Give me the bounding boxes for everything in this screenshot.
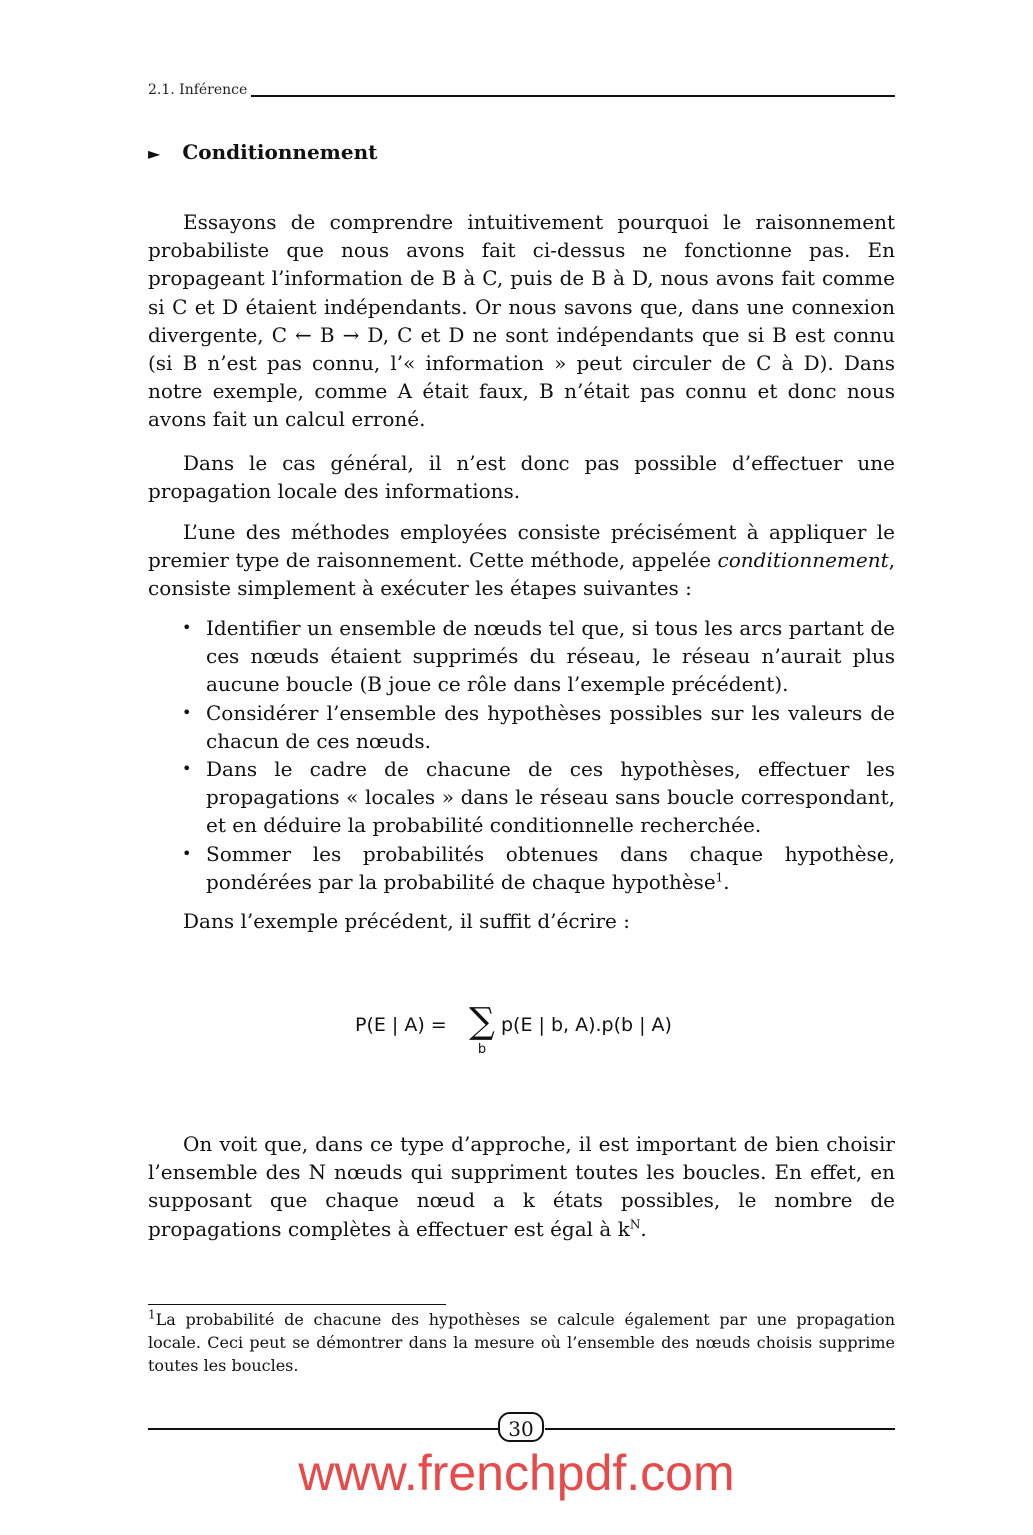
footnote-mark: 1 — [148, 1307, 156, 1322]
list-item-text: Sommer les probabilités obtenues dans chaque hypothèse, pondérées par la probabilité de chaque hypothèse — [206, 841, 895, 894]
list-item-text: Considérer l’ensemble des hypothèses possibles sur les valeurs de chacun de ces nœuds. — [206, 700, 895, 753]
footnote-text: La probabilité de chacune des hypothèses se calcule également par une propagation locale. Ceci peut se démontrer dans la mesure où l’ensemble des nœuds choisis supprime toutes les boucles. — [148, 1310, 895, 1375]
footnote-reference[interactable]: 1 — [715, 870, 724, 885]
paragraph-1: Essayons de comprendre intuitivement pourquoi le raisonnement probabiliste que nous avons fait ci-dessus ne fonctionne pas. En propageant l’information de B à C, puis de B à D, nous avons fait comme si C et D étaient indépendants. Or nous savons que, dans une connexion divergente, C ← B → D, C et D ne sont indépendants que si B est connu (si B n’est pas connu, l’« information » peut circuler de C à D). Dans notre exemple, comme A était faux, B n’était pas connu et donc nous avons fait un calcul erroné. — [148, 210, 895, 432]
list-item — [148, 699, 895, 755]
paragraph-2: Dans le cas général, il n’est donc pas possible d’effectuer une propagation locale des informations. — [148, 451, 895, 504]
paragraph-3-text-a: L’une des méthodes employées consiste précisément à appliquer le premier type de raisonnement. Cette méthode, appelée — [148, 520, 895, 573]
page-number: 30 — [498, 1412, 544, 1442]
paragraph-5-end: . — [640, 1216, 647, 1241]
sigma-symbol: ∑ — [469, 1001, 495, 1042]
list-item — [148, 840, 895, 896]
list-item-text: Dans le cadre de chacune de ces hypothèses, effectuer les propagations « locales » dans le réseau sans boucle correspondant, et en déduire la probabilité conditionnelle recherchée. — [206, 757, 895, 838]
bullet-icon: • — [182, 618, 192, 637]
equation-left: P(E | A) = — [355, 1014, 447, 1036]
section-title: Conditionnement — [182, 140, 378, 164]
paragraph-3-text-b: , consiste simplement à exécuter les étapes suivantes : — [148, 548, 895, 601]
paragraph-5-exponent: N — [629, 1216, 641, 1231]
paragraph-3 — [148, 518, 895, 603]
bullet-icon: • — [182, 843, 192, 863]
sigma-subscript: b — [477, 1042, 487, 1057]
paragraph-5-text: On voit que, dans ce type d’approche, il est important de bien choisir l’ensemble des N nœuds qui suppriment toutes les boucles. En effet, en supposant que chaque nœud a k états possibles, le nombre de propagations complètes à effectuer est égal à k — [148, 1132, 895, 1241]
footer-rule-right — [545, 1428, 895, 1430]
paragraph-5 — [148, 1130, 895, 1243]
list-item — [148, 755, 895, 840]
paragraph-4: Dans l’exemple précédent, il suffit d’écrire : — [183, 909, 630, 933]
list-item-text: Identifier un ensemble de nœuds tel que, si tous les arcs partant de ces nœuds étaient supprimés du réseau, le réseau n’aurait plus aucune boucle (B joue ce rôle dans l’exemple précédent). — [206, 616, 895, 697]
summation — [465, 1002, 499, 1057]
equation — [148, 1002, 895, 1072]
footnote-rule — [148, 1304, 446, 1305]
footnote — [148, 1308, 895, 1377]
header-rule — [148, 95, 895, 97]
bullet-icon: • — [182, 702, 192, 722]
watermark: www.frenchpdf.com — [298, 1445, 735, 1501]
footer-rule-left — [148, 1428, 498, 1430]
section-heading — [148, 140, 377, 164]
list-item — [148, 614, 895, 699]
steps-list — [148, 614, 895, 896]
triangle-right-icon: ► — [148, 144, 161, 163]
header-title: 2.1. Inférence — [148, 82, 251, 98]
equation-right: p(E | b, A).p(b | A) — [501, 1014, 672, 1036]
bullet-icon: • — [182, 759, 192, 779]
paragraph-3-term: conditionnement — [717, 548, 889, 573]
running-header — [148, 82, 895, 100]
list-item-end: . — [723, 869, 730, 894]
